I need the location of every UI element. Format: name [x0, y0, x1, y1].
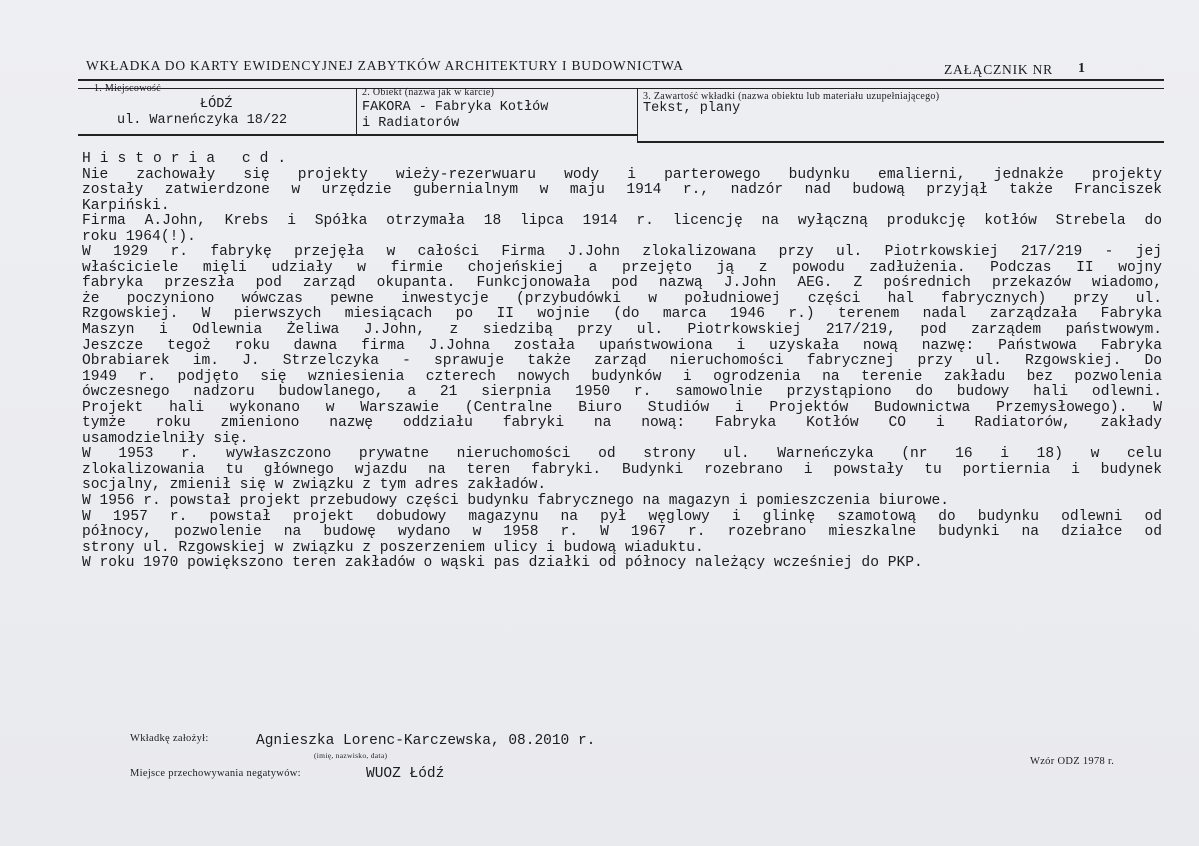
history-line: roku 1964(!). — [82, 228, 196, 245]
annex-number: 1 — [1078, 61, 1085, 76]
object-name-line1: FAKORA - Fabryka Kotłów — [362, 100, 549, 115]
history-line: fabryka przeszła pod zarząd okupanta. Funkcjonowała pod nazwą J.John AEG. Z pośrednich przekazów wiadomo, — [82, 275, 1162, 292]
history-line: tymże roku zmieniono nazwę oddziału fabryki na nową: Fabryka Kotłów CO i Radiatorów, zakłady — [82, 415, 1162, 432]
history-line: strony ul. Rzgowskiej w związku z poszerzeniem ulicy i budową wiaduktu. — [82, 539, 704, 556]
history-line: właściciele mięli udziały w firmie chojeńskiej a przejęto ją z powodu zadłużenia. Podczas II wojny — [82, 259, 1162, 276]
history-line: W 1929 r. fabrykę przejęła w całości Firma J.John zlokalizowana przy ul. Piotrkowskiej 217/219 - jej — [82, 244, 1162, 261]
history-line: W roku 1970 powiększono teren zakładów o wąski pas działki od północy należący wcześniej do PKP. — [82, 555, 923, 572]
history-line: Jeszcze tegoż roku dawna firma J.Johna została upaństwowiona i uzyskała nową nazwę: Państwowa Fabryka — [82, 337, 1162, 354]
object-name-line2: i Radiatorów — [362, 116, 460, 131]
storage-label: Miejsce przechowywania negatywów: — [130, 768, 301, 779]
contents-label: 3. Zawartość wkładki (nazwa obiektu lub materiału uzupełniającego) — [643, 91, 940, 102]
history-text — [82, 152, 1162, 572]
history-line: Nie zachowały się projekty wieży-rezerwuaru wody i parterowego budynku emalierni, jednakże projekty — [82, 166, 1162, 183]
header-top-rule — [78, 79, 1164, 81]
history-line: 1949 r. podjęto się wzniesienia czterech nowych budynków i ogrodzenia na terenie zakładu bez pozwolenia — [82, 368, 1162, 385]
history-line: Maszyn i Odlewnia Żeliwa J.John, z siedzibą przy ul. Piotrkowskiej 217/219, pod zarządem państwowym. — [82, 322, 1162, 339]
location-address: ul. Warneńczyka 18/22 — [117, 113, 288, 128]
location-city: ŁÓDŹ — [200, 97, 233, 112]
history-line: zostały zatwierdzone w urzędzie gubernialnym w maju 1914 r., nadzór nad budową przyjął także Franciszek — [82, 182, 1162, 199]
header-middle-rule — [78, 88, 1164, 89]
history-line: Obrabiarek im. J. Strzelczyka - sprawuje także zarząd nieruchomości fabrycznej przy ul. Rzgowskiej. Do — [82, 353, 1162, 370]
object-label: 2. Obiekt (nazwa jak w karcie) — [362, 87, 495, 98]
cell-divider-1 — [356, 88, 357, 134]
contents-value: Tekst, plany — [643, 101, 741, 116]
contents-bottom-rule — [637, 141, 1164, 143]
annex-label: ZAŁĄCZNIK NR — [944, 62, 1053, 77]
history-line: Projekt hali wykonano w Warszawie (Centralne Biuro Studiów i Projektów Budownictwa Przemysłowego). W — [82, 399, 1162, 416]
history-line: ówczesnego nadzoru budowlanego, a 21 sierpnia 1950 r. samowolnie przystąpiono do budowy hali odlewni. — [82, 384, 1162, 401]
history-line: Firma A.John, Krebs i Spółka otrzymała 18 lipca 1914 r. licencję na wyłączną produkcję kotłów Strebela do — [82, 213, 1162, 230]
cell-divider-2 — [637, 88, 638, 141]
location-label: 1. Miejscowość — [94, 83, 161, 94]
history-line: socjalny, zmienił się w związku z tym adres zakładów. — [82, 477, 547, 494]
history-line: W 1956 r. powstał projekt przebudowy części budynku fabrycznego na magazyn i pomieszczenia biurowe. — [82, 493, 950, 510]
history-line: Karpiński. — [82, 197, 170, 214]
storage-value: WUOZ Łódź — [366, 766, 445, 782]
header-bottom-rule — [78, 134, 637, 136]
history-line: zlokalizowania tu głównego wjazdu na teren fabryki. Budynki rozebrano i powstały tu portiernia i budynek — [82, 461, 1162, 478]
history-line: północy, pozwolenie na budowę wydano w 1958 r. W 1967 r. rozebrano mieszkalne budynki na działce od — [82, 524, 1162, 541]
history-line: że poczyniono wówczas pewne inwestycje (przybudówki w południowej części hal fabrycznych) przy ul. — [82, 290, 1162, 307]
history-line: W 1953 r. wywłaszczono prywatne nieruchomości od strony ul. Warneńczyka (nr 16 i 18) w celu — [82, 446, 1162, 463]
history-line: usamodzielniły się. — [82, 430, 249, 447]
history-line: Rzgowskiej. W pierwszych miesiącach po II wojnie (do marca 1946 r.) terenem nadal zarządzała Fabryka — [82, 306, 1162, 323]
form-title: WKŁADKA DO KARTY EWIDENCYJNEJ ZABYTKÓW ARCHITEKTURY I BUDOWNICTWA — [86, 58, 684, 73]
history-line: W 1957 r. powstał projekt dobudowy magazynu na pył węglowy i glinkę szamotową do budynku odlewni od — [82, 508, 1162, 525]
template-note: Wzór ODZ 1978 r. — [1030, 756, 1115, 767]
author-value: Agnieszka Lorenc-Karczewska, 08.2010 r. — [256, 733, 596, 749]
author-label: Wkładkę założył: — [130, 733, 209, 744]
author-hint: (imię, nazwisko, data) — [314, 751, 388, 760]
history-heading: Historia cd. — [82, 151, 296, 167]
